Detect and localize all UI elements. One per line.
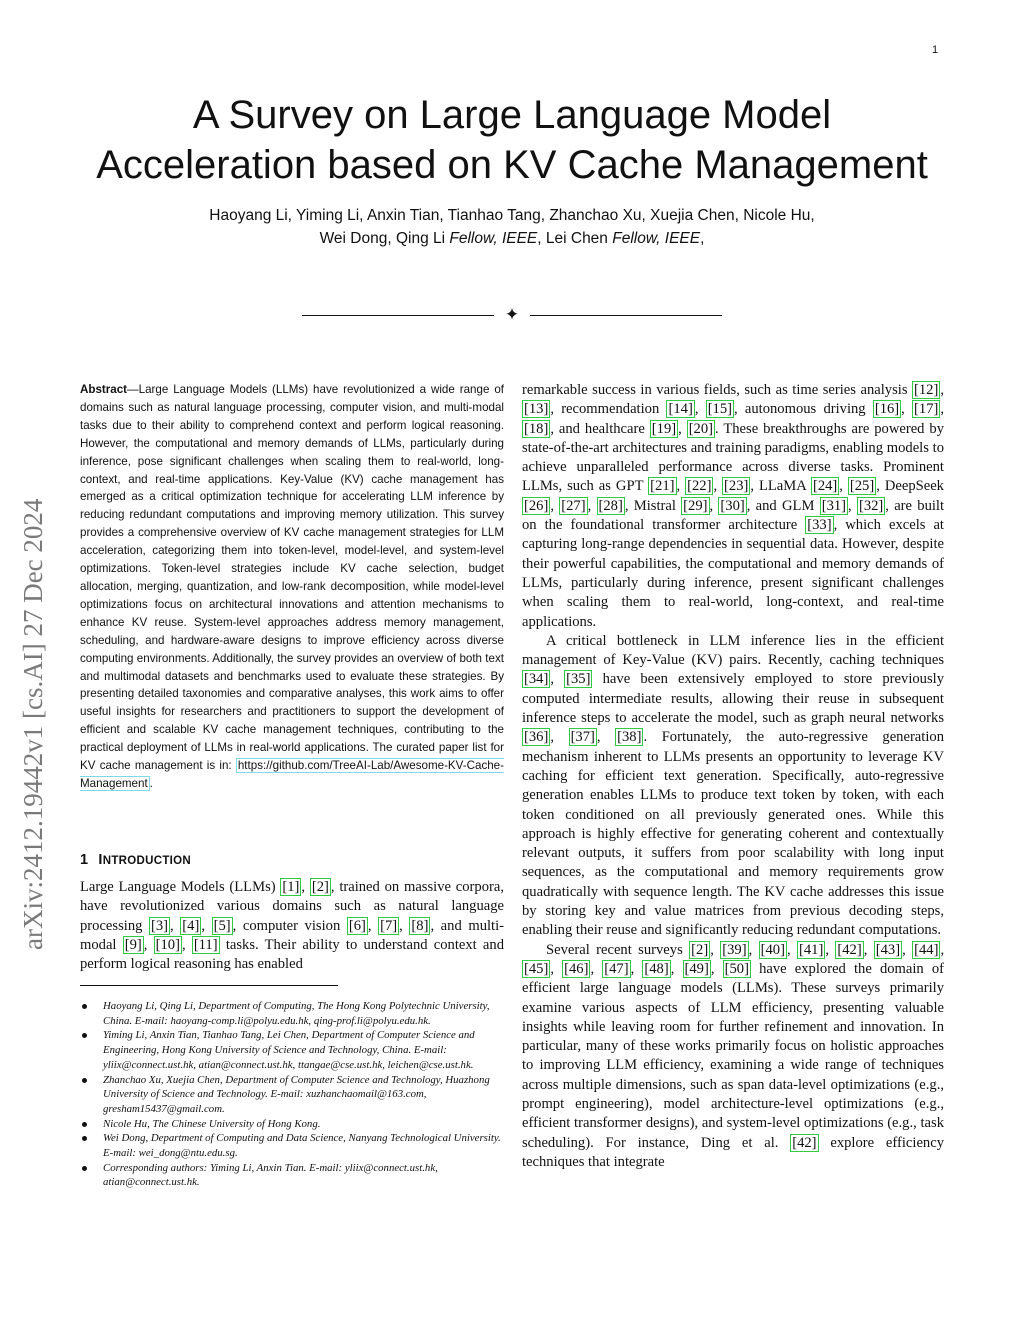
citation-link[interactable]: [2] [311, 879, 329, 895]
text: , which excels at capturing long-range dependencies in sequential data. However, despite their powerful capabilities, the computational and memory demands of LLMs, particularly during inference, present significant challenges when scaling them to real-world, long-context, and real-time applications. [522, 517, 944, 630]
text: , [301, 879, 310, 895]
paragraph [522, 381, 944, 632]
footnote-item: Zhanchao Xu, Xuejia Chen, Department of Computer Science and Technology, Huazhong University of Science and Technology. E-mail: xuzhanchaomail@163.com, gresham15437@gmail.com. [80, 1073, 504, 1117]
text: , and healthcare [550, 420, 650, 437]
text: , [825, 941, 836, 958]
footnote-item: Haoyang Li, Qing Li, Department of Computing, The Hong Kong Polytechnic University, China. E-mail: haoyang-comp.li@polyu.edu.hk, qing-prof.li@polyu.edu.hk. [80, 999, 504, 1028]
citation-link[interactable]: [3] [151, 917, 169, 934]
intro-paragraph [80, 878, 504, 974]
text: , [839, 478, 848, 495]
abstract-label: Abstract [80, 383, 128, 396]
text: , [940, 401, 945, 418]
text: , [367, 917, 379, 934]
text: have been extensively employed to store previously computed intermediate results, allowing their reuse in subsequent inference steps to accelerate the model, such as graph neural networks [522, 671, 945, 727]
page-number: 1 [932, 44, 939, 56]
footnote-item: Nicole Hu, The Chinese University of Hong Kong. [80, 1117, 504, 1132]
citation-link[interactable]: [17] [914, 401, 939, 418]
citation-link[interactable]: [24] [812, 478, 838, 495]
citation-link[interactable]: [36] [524, 729, 549, 746]
citation-link[interactable]: [11] [193, 936, 218, 953]
text: , [596, 729, 616, 746]
citation-link[interactable]: [31] [821, 497, 847, 514]
text: , [940, 382, 944, 398]
text: , [587, 497, 597, 514]
citation-link[interactable]: [29] [683, 497, 708, 514]
text: explore efficiency techniques that integrate [522, 1134, 944, 1170]
text: tasks. Their ability to understand context and perform logical reasoning has enabled [80, 936, 505, 973]
text: , and multi-modal [80, 917, 505, 953]
citation-link[interactable]: [16] [874, 401, 900, 418]
citation-link[interactable]: [47] [604, 960, 629, 977]
citation-link[interactable]: [38] [617, 729, 642, 746]
text: , [694, 401, 706, 418]
text: , DeepSeek [876, 478, 944, 495]
text: , [143, 936, 154, 953]
text: , [550, 729, 569, 746]
text: , LLaMA [750, 478, 811, 495]
citation-link[interactable]: [6] [348, 917, 366, 934]
authors-line-2a: Wei Dong, Qing Li [319, 230, 450, 247]
title-divider [302, 305, 722, 325]
citation-link[interactable]: [4] [182, 917, 200, 934]
text: . These breakthroughs are powered by state-of-the-art architectures and training paradigms, enabling models to achieve unparalleled performance across diverse tasks. Prominent LLMs, such as GPT [522, 420, 944, 495]
citation-link[interactable]: [49] [684, 960, 709, 977]
citation-link[interactable]: [13] [524, 401, 549, 418]
paragraph [522, 632, 944, 941]
text: , [786, 941, 797, 958]
text: , [550, 671, 565, 688]
arxiv-identifier: arXiv:2412.19442v1 [cs.AI] 27 Dec 2024 [18, 498, 48, 950]
footnote-item: Corresponding authors: Yiming Li, Anxin Tian. E-mail: yliix@connect.ust.hk, atian@connect.ust.hk. [80, 1161, 504, 1190]
text: remarkable success in various fields, such as time series analysis [522, 382, 913, 398]
citation-link[interactable]: [8] [411, 917, 429, 934]
footnote-item: Yiming Li, Anxin Tian, Tianhao Tang, Lei Chen, Department of Computer Science and Engineering, Hong Kong University of Science and Technology, China. E-mail: yliix@connect.ust.hk, atian@connect.ust.hk, ttangae@cse.ust.hk, leichen@cse.ust.hk. [80, 1028, 504, 1072]
text: , [170, 917, 181, 934]
text: , [710, 941, 721, 958]
author-list [60, 204, 964, 250]
text: , [678, 420, 687, 437]
text: , computer vision [232, 917, 347, 934]
right-column [522, 381, 944, 1172]
divider-line-left [302, 315, 494, 316]
text: , recommendation [550, 401, 667, 418]
footnote-list [80, 999, 504, 1190]
abstract-text: —Large Language Models (LLMs) have revolutionized a wide range of domains such as natural language processing, computer vision, and multi-modal tasks due to their ability to comprehend context and perform logical reasoning. However, the computational and memory demands of LLMs, particularly during inference, pose significant challenges when scaling them to real-world, long-context, and real-time applications. Key-Value (KV) cache management has emerged as a critical optimization technique for accelerating LLM inference by reducing redundant computations and improving memory utilization. This survey provides a comprehensive overview of KV cache management strategies for LLM acceleration, categorizing them into token-level, model-level, and system-level optimizations. Token-level strategies include KV cache selection, budget allocation, merging, quantization, and low-rank decomposition, while model-level optimizations focus on architectural innovations and attention mechanisms to enhance KV reuse. System-level approaches address memory management, scheduling, and hardware-aware designs to improve efficiency across diverse computing environments. Additionally, the survey provides an overview of both text and multimodal datasets and benchmarks used to evaluate these strategies. By presenting detailed taxonomies and comparative analyses, this work aims to offer useful insights for researchers and practitioners to support the development of efficient and scalable KV cache management techniques, contributing to the practical deployment of LLMs in real-world applications. The curated paper list for KV cache management is in: [80, 383, 504, 773]
text: , and GLM [746, 497, 820, 514]
citation-link[interactable]: [50] [724, 960, 749, 977]
text: , [550, 960, 563, 977]
authors-line-2c: , [700, 230, 705, 247]
citation-link[interactable]: [40] [760, 941, 785, 958]
citation-link[interactable]: [44] [914, 941, 939, 958]
citation-link[interactable]: [32] [858, 497, 884, 514]
authors-line-1: Haoyang Li, Yiming Li, Anxin Tian, Tianhao Tang, Zhanchao Xu, Xuejia Chen, Nicole Hu, [209, 207, 815, 224]
citation-link[interactable]: [30] [720, 497, 745, 514]
citation-link[interactable]: [19] [651, 420, 677, 437]
text: , [748, 941, 759, 958]
text: , [630, 960, 643, 977]
citation-link[interactable]: [20] [688, 420, 714, 437]
text: . Fortunately, the auto-regressive generation mechanism inherent to LLMs presents an opportunity to leverage KV caching for efficient text generation. Specifically, auto-regressive generation enables LLMs to produce text token by token, with each token conditioned on all previously generated ones. While this approach is highly effective for generating coherent and contextually relevant outputs, it suffers from poor scalability with long input sequences, as the computational and memory requirements grow quadratically with sequence length. The KV cache addresses this issue by storing key and value matrices from previous decoding steps, enabling their reuse and significantly reducing redundant computations. [522, 729, 944, 939]
divider-star-icon: ✦ [504, 305, 520, 325]
citation-link[interactable]: [42] [792, 1134, 817, 1151]
text: have explored the domain of efficient large language models (LLMs). These surveys primarily examine various aspects of LLM efficiency, presenting valuable insights while leaving room for further refinement and innovation. In particular, many of these works primarily focus on holistic approaches to improving LLM efficiency, examining a wide range of techniques across multiple dimensions, such as span data-level optimizations (e.g., prompt engineering), model architecture-level optimizations (e.g., efficient transformer designs), and system-level optimizations (e.g., task scheduling). For instance, Ding et al. [522, 960, 945, 1151]
citation-link[interactable]: [26] [524, 497, 549, 514]
text: A critical bottleneck in LLM inference lies in the efficient management of Key-Value (KV) pairs. Recently, caching techniques [522, 632, 944, 669]
abstract-end: . [149, 776, 153, 790]
citation-link[interactable]: [43] [875, 941, 901, 958]
text: Several recent surveys [546, 941, 690, 958]
footnote-item: Wei Dong, Department of Computing and Data Science, Nanyang Technological University. E-mail: wei_dong@ntu.edu.sg. [80, 1131, 504, 1160]
text: , Mistral [624, 497, 682, 514]
fellow-label: Fellow, IEEE [449, 230, 538, 247]
text: , [399, 917, 410, 934]
citation-link[interactable]: [42] [837, 941, 862, 958]
title-line-1: A Survey on Large Language Model [192, 93, 832, 137]
text: , are built on the foundational transformer architecture [522, 497, 945, 534]
section-number: 1 [80, 852, 89, 868]
citation-link[interactable]: [27] [561, 497, 586, 514]
section-title-initial: I [98, 852, 103, 868]
text: , [676, 478, 686, 495]
section-heading [80, 852, 191, 868]
github-link[interactable]: https://github.com/TreeAI-Lab/Awesome-KV-Cache-Management [80, 759, 504, 790]
text: , [901, 401, 913, 418]
citation-link[interactable]: [48] [644, 960, 669, 977]
divider-line-right [530, 315, 722, 316]
text: , [863, 941, 874, 958]
citation-link[interactable]: [37] [570, 729, 595, 746]
citation-link[interactable]: [39] [722, 941, 747, 958]
citation-link[interactable]: [34] [524, 671, 549, 688]
text: , [201, 917, 212, 934]
citation-link[interactable]: [21] [650, 478, 675, 495]
title-line-2: Acceleration based on KV Cache Management [96, 143, 928, 187]
citation-link[interactable]: [7] [380, 917, 398, 934]
citation-link[interactable]: [14] [668, 401, 693, 418]
citation-link[interactable]: [46] [564, 960, 589, 977]
fellow-label: Fellow, IEEE [612, 230, 701, 247]
citation-link[interactable]: [2] [691, 941, 709, 958]
paragraph [522, 941, 944, 1173]
citation-link[interactable]: [35] [566, 671, 591, 688]
text: Large Language Models (LLMs) [80, 879, 281, 895]
citation-link[interactable]: [22] [687, 478, 712, 495]
text: , [550, 497, 560, 514]
section-title-rest: NTRODUCTION [102, 855, 191, 867]
citation-link[interactable]: [5] [213, 917, 231, 934]
text: , autonomous driving [734, 401, 873, 418]
citation-link[interactable]: [41] [798, 941, 824, 958]
text: , [709, 497, 719, 514]
citation-link[interactable]: [25] [849, 478, 875, 495]
citation-link[interactable]: [1] [282, 879, 300, 895]
citation-link[interactable]: [10] [155, 936, 180, 953]
citation-link[interactable]: [28] [598, 497, 623, 514]
citation-link[interactable]: [15] [707, 401, 733, 418]
citation-link[interactable]: [33] [807, 517, 832, 534]
text: , trained on massive corpora, have revolutionized various domains such as natural language processing [80, 879, 504, 934]
citation-link[interactable]: [18] [524, 420, 549, 437]
abstract [80, 381, 504, 793]
text: , [902, 941, 913, 958]
text: , [670, 960, 683, 977]
text: , [940, 941, 945, 958]
text: , [713, 478, 723, 495]
citation-link[interactable]: [9] [124, 936, 142, 953]
citation-link[interactable]: [23] [724, 478, 749, 495]
citation-link[interactable]: [12] [914, 382, 939, 398]
paper-title [40, 90, 984, 190]
authors-line-2b: , Lei Chen [537, 230, 613, 247]
text: , [848, 497, 857, 514]
citation-link[interactable]: [45] [524, 960, 549, 977]
text: , [181, 936, 192, 953]
text: , [710, 960, 723, 977]
footnote-rule [80, 985, 338, 986]
text: , [590, 960, 603, 977]
